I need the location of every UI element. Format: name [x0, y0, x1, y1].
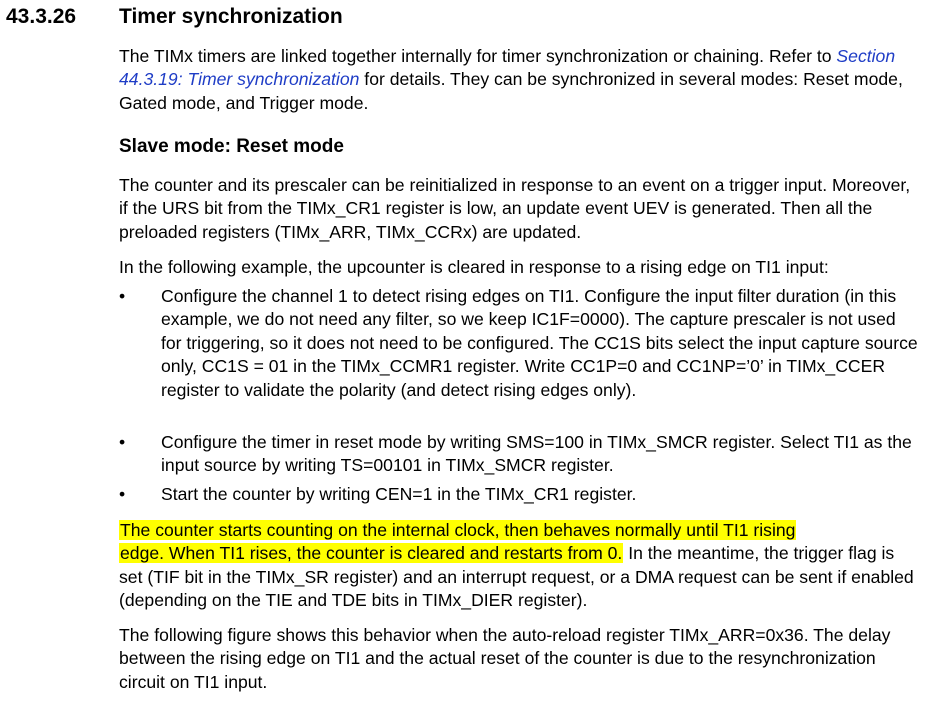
- section-title: Timer synchronization: [119, 5, 343, 28]
- section-heading: [0, 2, 929, 32]
- intro-text-before-link: The TIMx timers are linked together internally for timer synchronization or chaining. Refer to: [119, 46, 837, 66]
- bullet-text: Configure the timer in reset mode by writing SMS=100 in TIMx_SMCR register. Select TI1 as the input source by writing TS=00101 in TIMx_SMCR register.: [161, 432, 912, 476]
- bullet-text: Start the counter by writing CEN=1 in the TIMx_CR1 register.: [161, 484, 637, 504]
- bullet-icon: •: [119, 484, 126, 504]
- paragraph-text: In the meantime, the trigger flag is set (TIF bit in the TIMx_SR register) and an interrupt request, or a DMA request can be sent if enabled (depending on the TIE and TDE bits in TIMx_DIER register).: [119, 543, 914, 611]
- section-number: 43.3.26: [6, 5, 77, 28]
- section-reference-link[interactable]: Section 44.3.19: Timer synchronization: [119, 46, 896, 90]
- bullet-text: Configure the channel 1 to detect rising edges on TI1. Configure the input filter duration (in this example, we do not need any filter, so we keep IC1F=0000). The capture prescaler is not used for triggering, so it does not need to be configured. The CC1S bits select the input capture source only, CC1S = 01 in the TIMx_CCMR1 register. Write CC1P=0 and CC1NP=’0’ in TIMx_CCER register to validate the polarity (and detect rising edges only).: [161, 286, 918, 400]
- subsection-title: Slave mode: Reset mode: [119, 136, 344, 157]
- figure-description-paragraph: The following figure shows this behavior when the auto-reload register TIMx_ARR=0x36. The delay between the rising edge on TI1 and the actual reset of the counter is due to the resynchronization circuit on TI1 input.: [119, 625, 891, 692]
- bullet-icon: •: [119, 286, 126, 306]
- highlighted-text: edge. When TI1 rises, the counter is cleared and restarts from 0.: [120, 543, 623, 564]
- highlighted-text: The counter starts counting on the internal clock, then behaves normally until TI1 rising: [120, 520, 796, 540]
- intro-paragraph: [119, 45, 919, 115]
- reset-mode-paragraph: The counter and its prescaler can be reinitialized in response to an event on a trigger input. Moreover, if the URS bit from the TIMx_CR1 register is low, an update event UEV is generated. Then all the preloaded registers (TIMx_ARR, TIMx_CCRx) are updated.: [119, 175, 911, 242]
- bullet-icon: •: [119, 432, 126, 452]
- intro-text-after-link: for details. They can be synchronized in several modes: Reset mode, Gated mode, and Trigger mode.: [119, 69, 903, 113]
- counter-behavior-paragraph: [119, 519, 919, 613]
- example-intro-paragraph: In the following example, the upcounter is cleared in response to a rising edge on TI1 input:: [119, 257, 829, 277]
